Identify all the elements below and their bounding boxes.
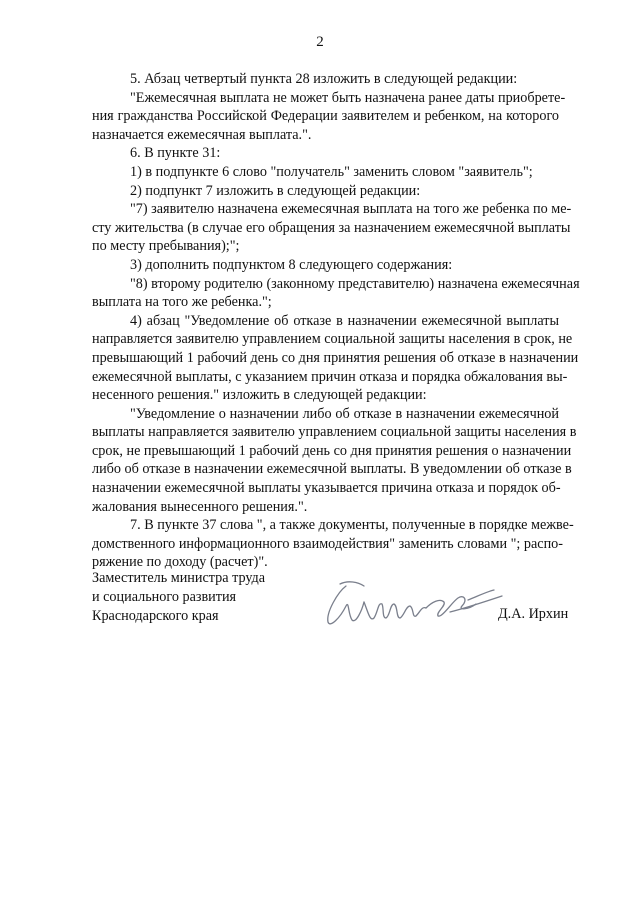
body-line: домственного информационного взаимодействия" заменить словами "; распо- (92, 535, 563, 552)
body-line: назначается ежемесячная выплата.". (92, 126, 312, 143)
body-line: направляется заявителю управлением социальной защиты населения в срок, не (92, 331, 573, 348)
signer-name: Д.А. Ирхин (498, 606, 569, 622)
body-line: "Уведомление о назначении либо об отказе в назначении ежемесячной (130, 405, 559, 422)
body-line: либо об отказе в назначении ежемесячной выплаты. В уведомлении об отказе в (92, 461, 572, 478)
signatory-title-line: Заместитель министра труда (92, 570, 266, 586)
page-number: 2 (316, 34, 324, 50)
document-body (92, 70, 580, 572)
body-line: "7) заявителю назначена ежемесячная выплата на того же ребенка по ме- (130, 201, 572, 218)
body-line: "Ежемесячная выплата не может быть назначена ранее даты приобрете- (130, 89, 566, 106)
body-line: 3) дополнить подпунктом 8 следующего содержания: (130, 256, 453, 273)
body-line: ния гражданства Российской Федерации заявителем и ребенком, на которого (92, 108, 559, 125)
body-line: 5. Абзац четвертый пункта 28 изложить в следующей редакции: (130, 71, 518, 87)
body-line: 6. В пункте 31: (130, 145, 221, 162)
body-line: 1) в подпункте 6 слово "получатель" заменить словом "заявитель"; (130, 163, 533, 180)
body-line: сту жительства (в случае его обращения за назначением ежемесячной выплаты (92, 219, 571, 236)
body-line: несенного решения." изложить в следующей редакции: (92, 387, 427, 404)
body-line: 7. В пункте 37 слова ", а также документы, полученные в порядке межве- (130, 517, 574, 534)
body-line: 4) абзац "Уведомление об отказе в назначении ежемесячной выплаты (130, 312, 559, 329)
body-line: по месту пребывания);"; (92, 238, 240, 255)
signatory-title-line: Краснодарского края (92, 608, 219, 624)
body-line: "8) второму родителю (законному представителю) назначена ежемесячная (130, 275, 580, 292)
signatory-title-line: и социального развития (92, 589, 237, 605)
body-line: назначении ежемесячной выплаты указывается причина отказа и порядок об- (92, 480, 561, 497)
body-line: выплата на того же ребенка."; (92, 294, 272, 311)
body-line: превышающий 1 рабочий день со дня принятия решения об отказе в назначении (92, 349, 579, 366)
body-line: 2) подпункт 7 изложить в следующей редакции: (130, 182, 421, 199)
handwritten-signature (318, 572, 508, 632)
body-line: жалования вынесенного решения.". (92, 498, 308, 515)
body-line: выплаты направляется заявителю управлением социальной защиты населения в (92, 424, 577, 441)
body-line: ряжение по доходу (расчет)". (92, 554, 268, 571)
signatory-title (92, 569, 265, 626)
body-line: ежемесячной выплаты, с указанием причин отказа и порядка обжалования вы- (92, 368, 568, 385)
body-line: срок, не превышающий 1 рабочий день со дня принятия решения о назначении (92, 442, 572, 459)
